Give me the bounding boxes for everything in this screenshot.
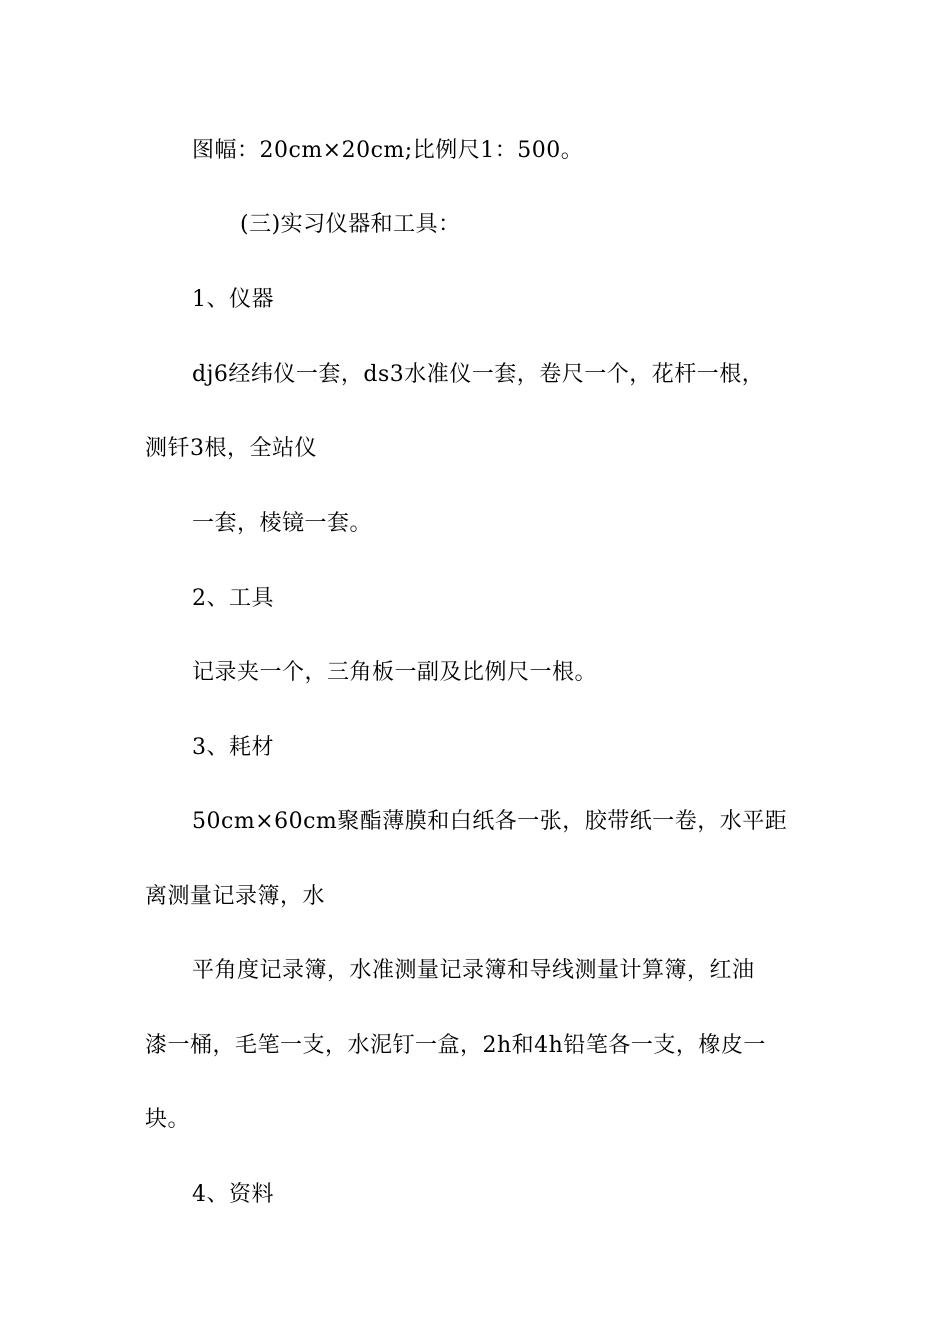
paragraph-map-size: 图幅：20cm×20cm;比例尺1：500。 [192,138,584,163]
paragraph-consumables-line2: 离测量记录簿，水 [145,884,326,909]
paragraph-consumables-line4: 漆一桶，毛笔一支，水泥钉一盒，2h和4h铅笔各一支，橡皮一 [145,1033,766,1058]
subheading-consumables: 3、耗材 [192,735,274,760]
paragraph-instruments-line2: 测钎3根，全站仪 [145,436,317,461]
paragraph-tools: 记录夹一个，三角板一副及比例尺一根。 [192,660,598,685]
section-heading-instruments-tools: (三)实习仪器和工具： [240,212,461,237]
paragraph-instruments-line3: 一套，棱镜一套。 [192,511,373,536]
subheading-instruments: 1、仪器 [192,287,274,312]
subheading-materials: 4、资料 [192,1182,274,1207]
subheading-tools: 2、工具 [192,586,274,611]
paragraph-consumables-line1: 50cm×60cm聚酯薄膜和白纸各一张，胶带纸一卷，水平距 [192,809,788,834]
paragraph-consumables-line3: 平角度记录簿，水准测量记录簿和导线测量计算簿，红油 [192,958,755,983]
paragraph-consumables-line5: 块。 [145,1107,191,1132]
paragraph-instruments-line1: dj6经纬仪一套，ds3水准仪一套，卷尺一个，花杆一根， [192,362,765,387]
